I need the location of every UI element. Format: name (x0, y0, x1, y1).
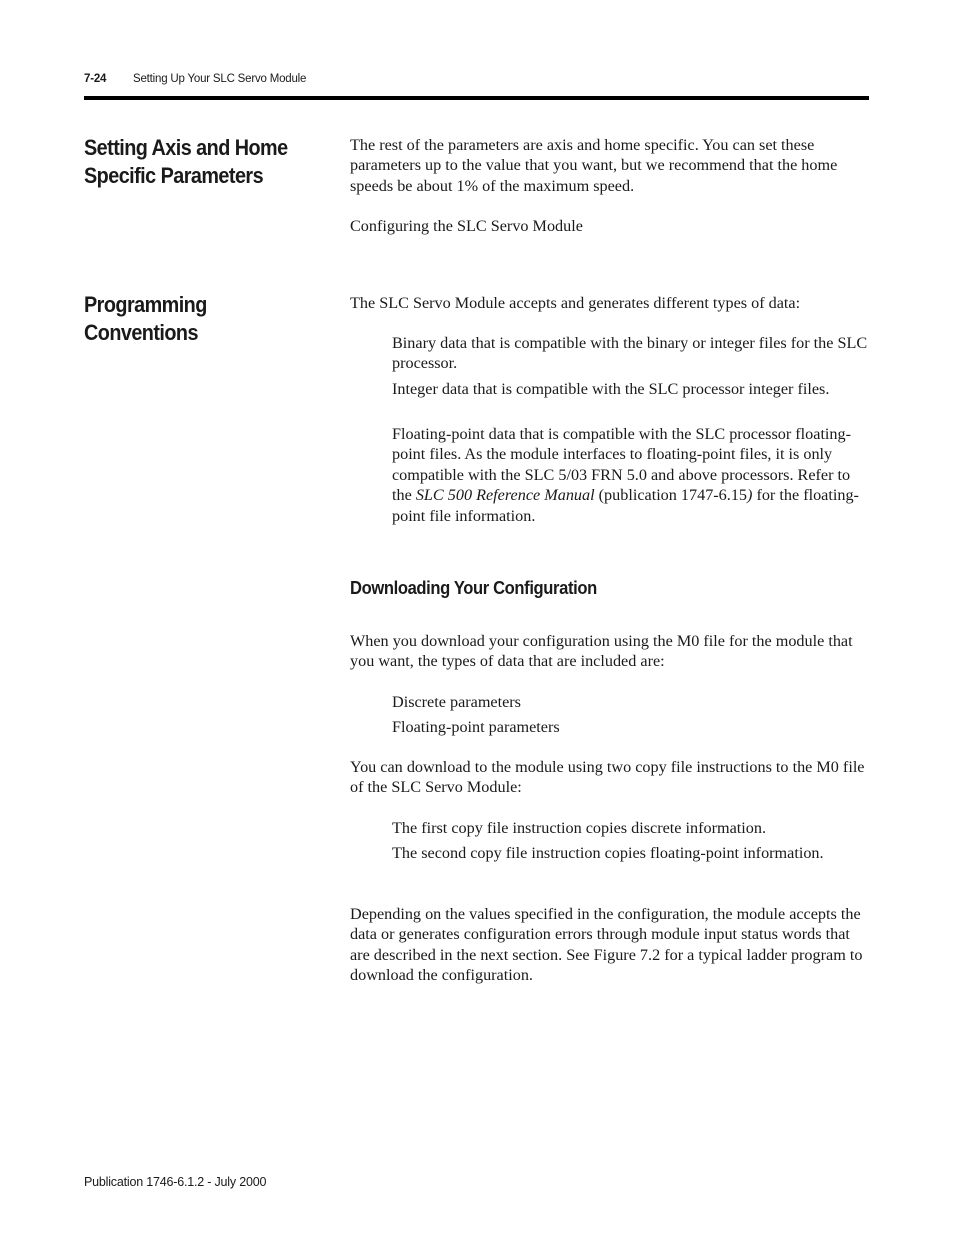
list-item: The first copy file instruction copies discrete information. (392, 819, 767, 837)
download-paragraph-2: You can download to the module using two copy file instructions to the M0 file of the SLC Servo Module: (350, 758, 865, 797)
heading-axis-line2: Specific Parameters (84, 163, 264, 188)
list-item: Floating-point parameters (392, 718, 560, 736)
list-item-floating-point (392, 424, 870, 526)
list-item: Discrete parameters (392, 693, 521, 711)
footer-publication: Publication 1746-6.1.2 - July 2000 (84, 1175, 267, 1189)
list-item: Binary data that is compatible with the binary or integer files for the SLC processor. (392, 334, 868, 373)
list-item: Integer data that is compatible with the SLC processor integer files. (392, 380, 830, 398)
heading-axis-line1: Setting Axis and Home (84, 135, 288, 160)
axis-paragraph: The rest of the parameters are axis and home specific. You can set these parameters up to the value that you want, but we recommend that the home speeds be about 1% of the maximum speed. (350, 136, 838, 195)
page-number: 7-24 (84, 73, 107, 85)
header-rule (84, 96, 869, 100)
bullet3-italic-paren: ) (747, 486, 753, 505)
download-paragraph-3: Depending on the values specified in the configuration, the module accepts the data or generates configuration errors through module input status words that are described in the next section. See Figure 7.2 for a typical ladder program to download the configuration. (350, 905, 863, 985)
bullet3-text-c: for the floating-point file information. (392, 486, 859, 525)
heading-axis-home-parameters (84, 134, 318, 190)
running-header-title: Setting Up Your SLC Servo Module (133, 73, 307, 85)
bullet3-text-b: (publication 1747-6.15 (594, 486, 748, 505)
reference-manual-title: SLC 500 Reference Manual (415, 486, 595, 505)
axis-reference-line: Configuring the SLC Servo Module (350, 217, 583, 235)
programming-intro: The SLC Servo Module accepts and generates different types of data: (350, 294, 801, 312)
heading-downloading-configuration: Downloading Your Configuration (350, 578, 597, 598)
bullet3-text-a: Floating-point data that is compatible with the SLC processor floating-point files. As the module interfaces to floating-point files, it is only compatible with the SLC 5/03 FRN 5.0 and above processors. Refer to the (392, 425, 852, 505)
download-paragraph-1: When you download your configuration using the M0 file for the module that you want, the types of data that are included are: (350, 632, 853, 671)
list-item: The second copy file instruction copies floating-point information. (392, 844, 824, 862)
heading-programming-conventions: Programming Conventions (84, 292, 207, 345)
